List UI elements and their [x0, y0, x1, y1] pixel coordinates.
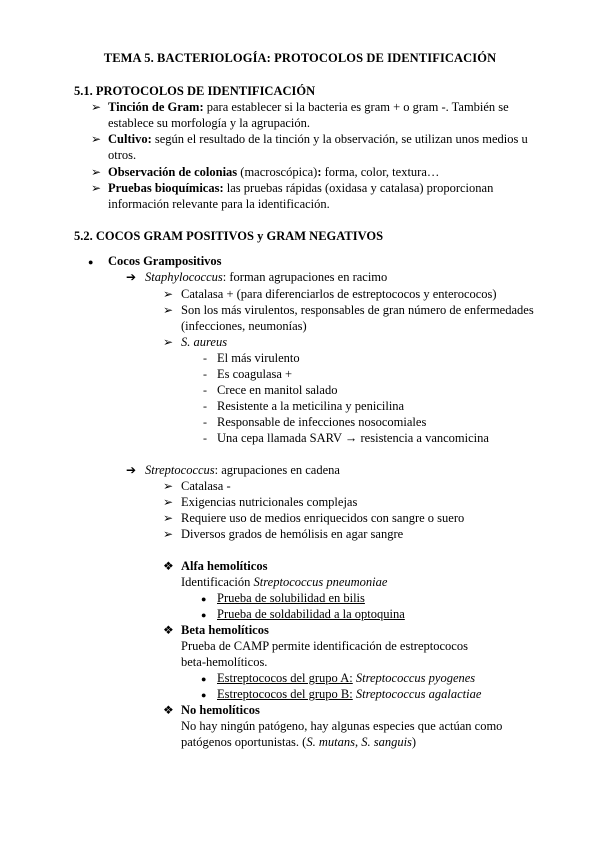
arrowhead-bullet-icon: ➢	[163, 527, 174, 541]
arrow-bullet-icon: ➔	[126, 463, 137, 477]
list-item-continuation: otros.	[108, 148, 137, 162]
list-item: Es coagulasa +	[217, 367, 293, 381]
arrowhead-bullet-icon: ➢	[163, 511, 174, 525]
section-heading-5-2: 5.2. COCOS GRAM POSITIVOS y GRAM NEGATIVOS	[74, 229, 384, 243]
section-heading-5-1: 5.1. PROTOCOLOS DE IDENTIFICACIÓN	[74, 84, 316, 98]
diamond-bullet-icon: ❖	[163, 703, 174, 717]
arrowhead-bullet-icon: ➢	[163, 287, 174, 301]
list-item: Son los más virulentos, responsables de gran número de enfermedades	[181, 303, 534, 317]
list-item: Pruebas bioquímicas: las pruebas rápidas (oxidasa y catalasa) proporcionan	[108, 181, 494, 195]
arrowhead-bullet-icon: ➢	[163, 303, 174, 317]
list-item: El más virulento	[217, 351, 300, 365]
arrowhead-bullet-icon: ➢	[91, 100, 102, 114]
paragraph-continuation: beta-hemolíticos.	[181, 655, 268, 669]
list-item: Staphylococcus: forman agrupaciones en racimo	[145, 270, 388, 284]
paragraph: No hay ningún patógeno, hay algunas especies que actúan como	[181, 719, 503, 733]
list-item: Catalasa -	[181, 479, 231, 493]
page-title: TEMA 5. BACTERIOLOGÍA: PROTOCOLOS DE IDENTIFICACIÓN	[103, 51, 497, 65]
list-item: Prueba de solubilidad en bilis	[217, 591, 365, 605]
list-item: Crece en manitol salado	[217, 383, 338, 397]
arrowhead-bullet-icon: ➢	[163, 495, 174, 509]
round-bullet-icon: ●	[201, 610, 207, 620]
list-item-continuation: (infecciones, neumonías)	[181, 319, 307, 333]
round-bullet-icon: ●	[201, 594, 207, 604]
list-item: Diversos grados de hemólisis en agar sangre	[181, 527, 404, 541]
list-item: Responsable de infecciones nosocomiales	[217, 415, 427, 429]
list-item-continuation: información relevante para la identificación.	[108, 197, 330, 211]
diamond-bullet-icon: ❖	[163, 559, 174, 573]
list-item: Resistente a la meticilina y penicilina	[217, 399, 405, 413]
paragraph-continuation: patógenos oportunistas. (S. mutans, S. sanguis)	[181, 735, 417, 749]
arrowhead-bullet-icon: ➢	[163, 335, 174, 349]
list-item: Requiere uso de medios enriquecidos con sangre o suero	[181, 511, 465, 525]
round-bullet-icon: ●	[201, 674, 207, 684]
round-bullet-icon: ●	[201, 690, 207, 700]
list-item: Streptococcus: agrupaciones en cadena	[145, 463, 340, 477]
diamond-bullet-icon: ❖	[163, 623, 174, 637]
dash-bullet-icon: -	[203, 431, 207, 445]
arrowhead-bullet-icon: ➢	[91, 181, 102, 195]
dash-bullet-icon: -	[203, 383, 207, 397]
subheading-alfa-hemoliticos: Alfa hemolíticos	[181, 559, 268, 573]
arrowhead-bullet-icon: ➢	[91, 165, 102, 179]
list-item: Una cepa llamada SARV → resistencia a vancomicina	[217, 431, 489, 445]
paragraph: Identificación Streptococcus pneumoniae	[181, 575, 388, 589]
list-item-continuation: establece su morfología y la agrupación.	[108, 116, 311, 130]
arrowhead-bullet-icon: ➢	[91, 132, 102, 146]
subheading-no-hemoliticos: No hemolíticos	[181, 703, 260, 717]
dash-bullet-icon: -	[203, 367, 207, 381]
list-item: Exigencias nutricionales complejas	[181, 495, 358, 509]
list-item: Observación de colonias (macroscópica): forma, color, textura…	[108, 165, 440, 179]
dash-bullet-icon: -	[203, 415, 207, 429]
list-item: Cultivo: según el resultado de la tinción y la observación, se utilizan unos medios u	[108, 132, 528, 146]
paragraph: Prueba de CAMP permite identificación de estreptococos	[181, 639, 468, 653]
dash-bullet-icon: -	[203, 351, 207, 365]
list-item: Tinción de Gram: para establecer si la bacteria es gram + o gram -. También se	[108, 100, 509, 114]
list-item: Catalasa + (para diferenciarlos de estreptococos y enterococos)	[181, 287, 497, 301]
arrow-bullet-icon: ➔	[126, 270, 137, 284]
dash-bullet-icon: -	[203, 399, 207, 413]
list-item: Prueba de soldabilidad a la optoquina	[217, 607, 405, 621]
arrowhead-bullet-icon: ➢	[163, 479, 174, 493]
list-item: Estreptococos del grupo A: Streptococcus pyogenes	[217, 671, 476, 685]
list-item: Estreptococos del grupo B: Streptococcus agalactiae	[217, 687, 482, 701]
round-bullet-icon: ●	[88, 257, 94, 267]
subheading-beta-hemoliticos: Beta hemolíticos	[181, 623, 269, 637]
list-item: S. aureus	[181, 335, 228, 349]
subheading-cocos-grampositivos: Cocos Grampositivos	[108, 254, 222, 268]
